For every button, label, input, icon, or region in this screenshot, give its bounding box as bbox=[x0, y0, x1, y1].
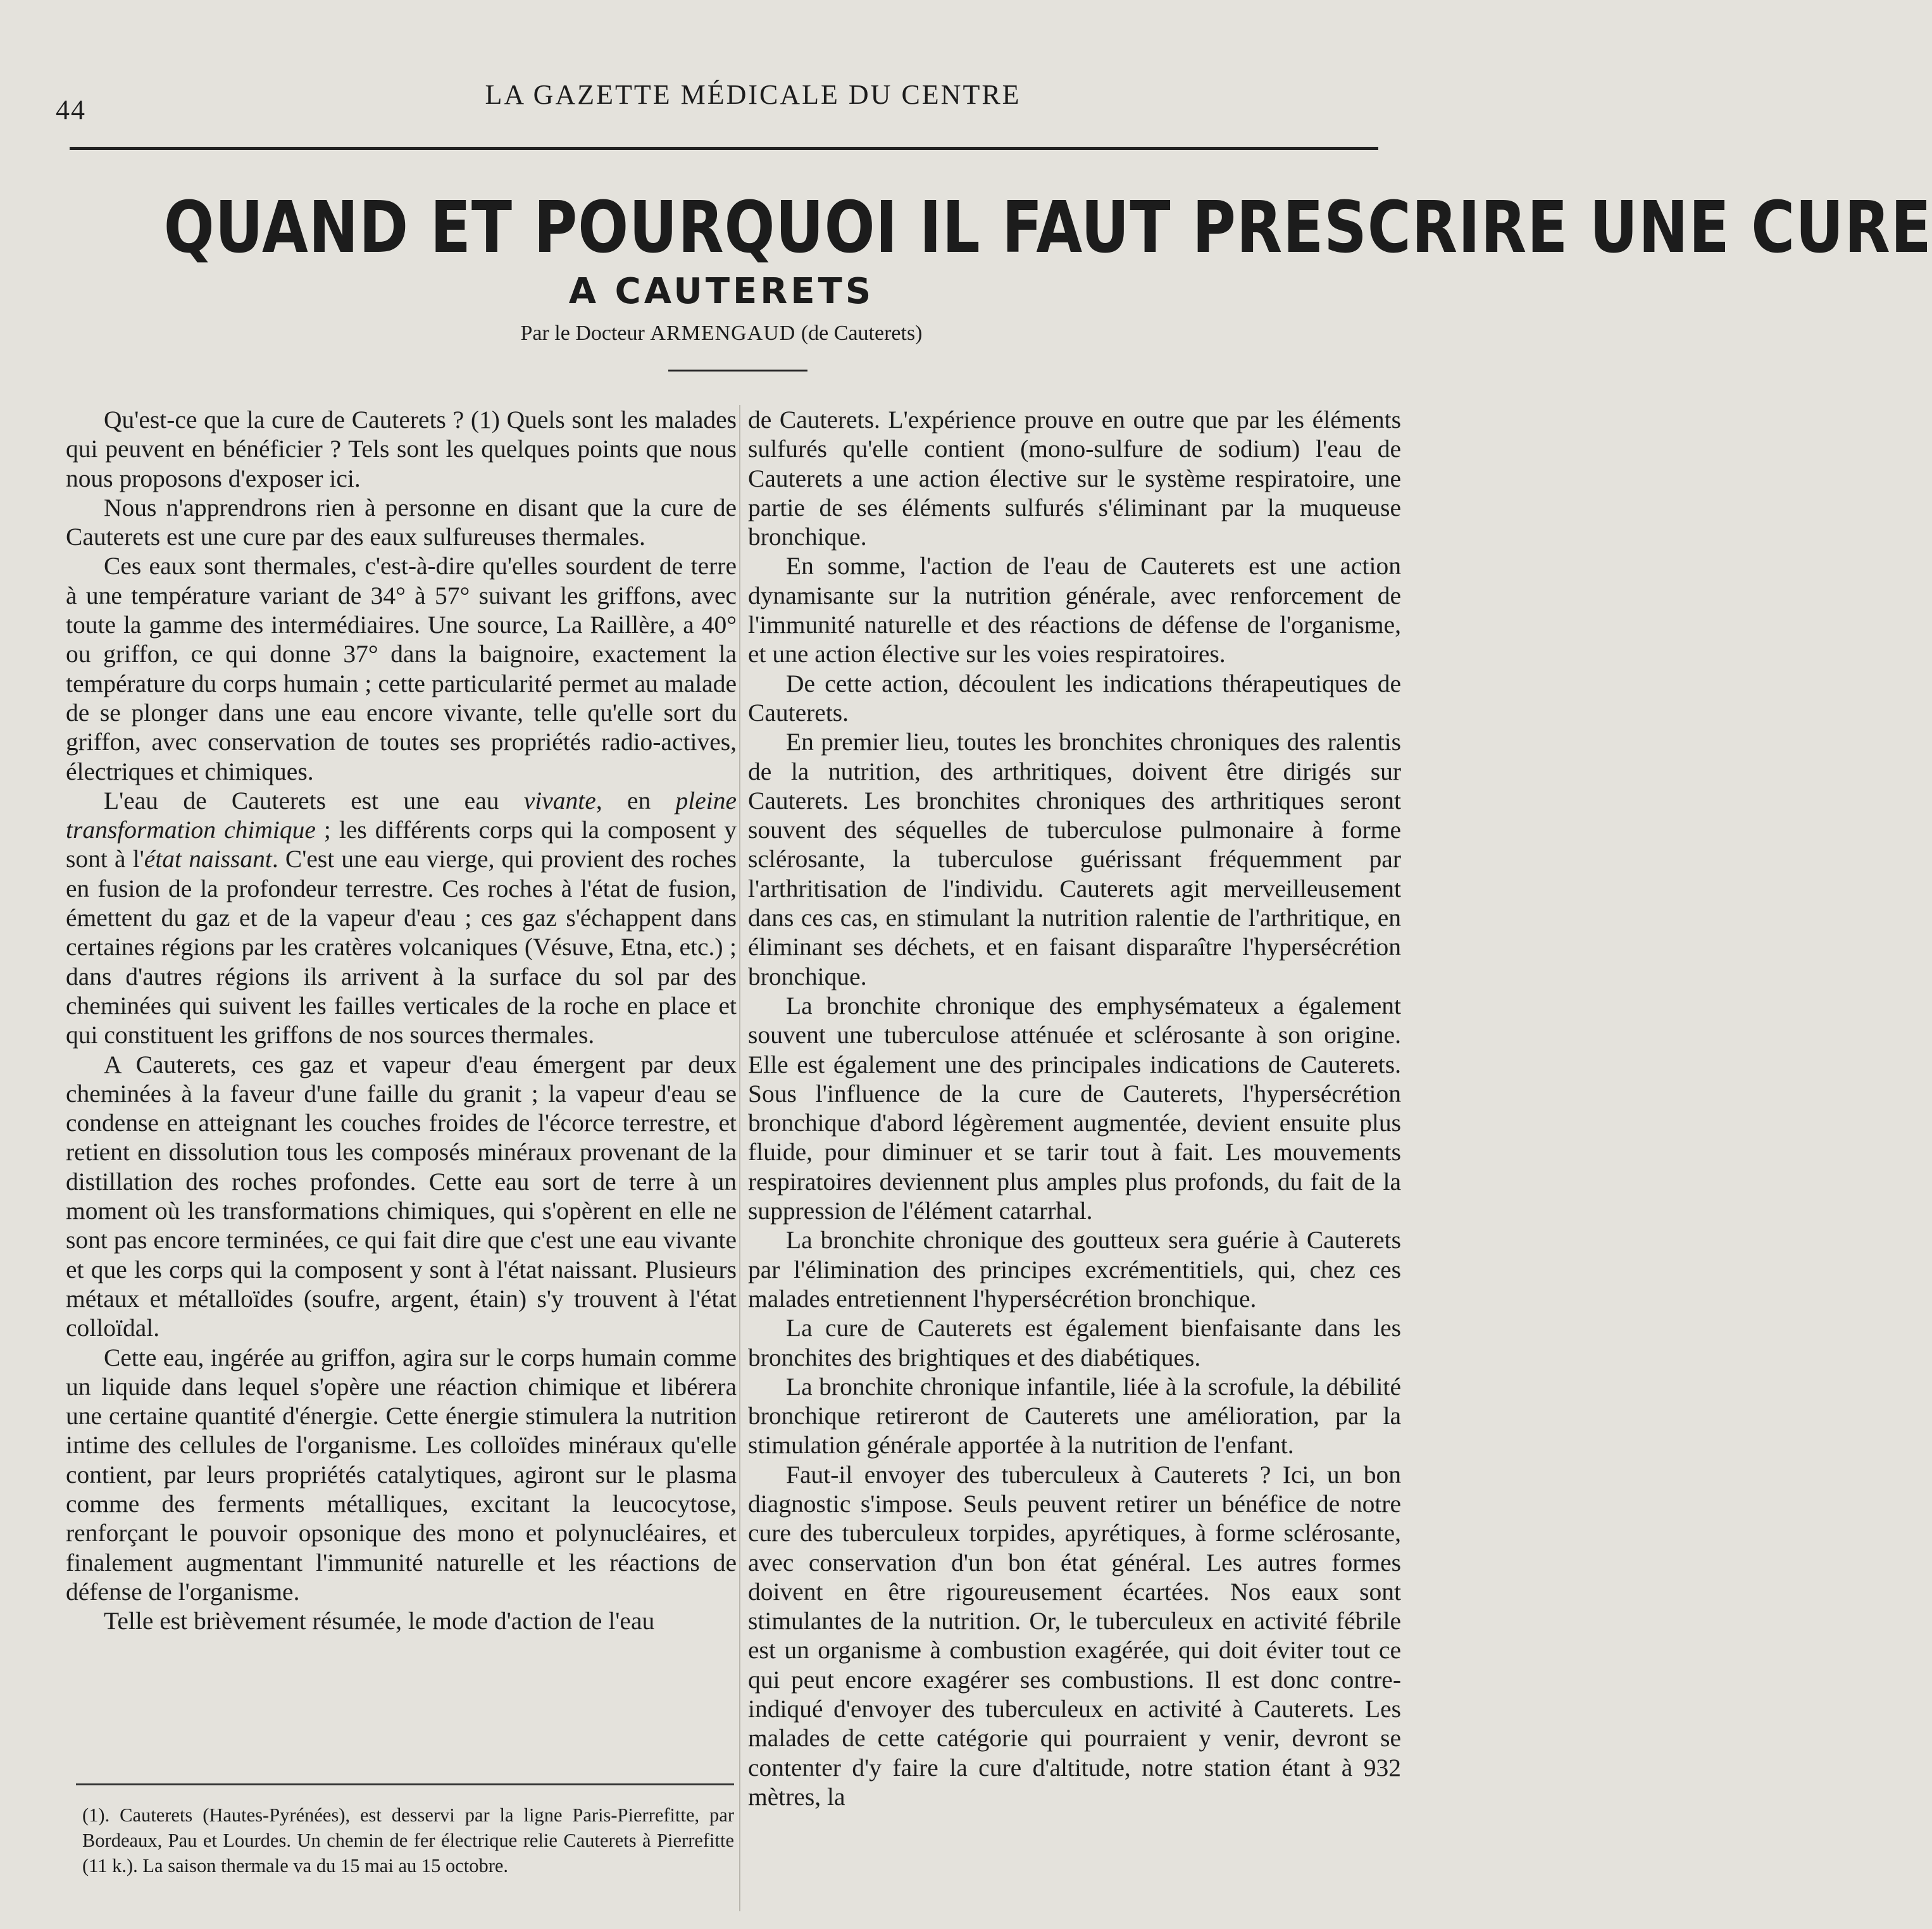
paragraph bbox=[66, 786, 737, 1050]
paragraph: Telle est brièvement résumée, le mode d'action de l'eau bbox=[104, 1607, 655, 1635]
footnote-rule bbox=[76, 1783, 734, 1785]
paragraph: Nous n'apprendrons rien à personne en disant que la cure de Cauterets est une cure par des eaux sulfureuses thermales. bbox=[66, 493, 737, 551]
author-location: (de Cauterets) bbox=[801, 322, 923, 345]
article-subtitle: A CAUTERETS bbox=[568, 271, 875, 312]
paragraph: En somme, l'action de l'eau de Cauterets est une action dynamisante sur la nutrition générale, avec renforcement de l'immunité naturelle et des réactions de défense de l'organisme, et une action élective sur les voies respiratoires. bbox=[748, 552, 1401, 668]
paragraph: La bronchite chronique des emphysémateux a également souvent une tuberculose atténuée et sclérosante à son origine. Elle est également une des principales indications de Cauterets. Sous l'influence de la cure de Cauterets, l'hypersécrétion bronchique d'abord légèrement augmentée, devient ensuite plus fluide, pour diminuer et se tarir tout à fait. Les mouvements respiratoires deviennent plus amples plus profonds, du fait de la suppression de l'élément catarrhal. bbox=[748, 991, 1401, 1225]
paragraph: Ces eaux sont thermales, c'est-à-dire qu'elles sourdent de terre à une température variant de 34° à 57° suivant les griffons, avec toute la gamme des intermédiaires. Une source, La Raillère, a 40° ou griffon, ce qui donne 37° dans la baignoire, exactement la température du corps humain ; cette particularité permet au malade de se plonger dans une eau encore vivante, telle qu'elle sort du griffon, avec conservation de toutes ses propriétés radio-actives, électriques et chimiques. bbox=[66, 552, 737, 785]
paragraph: de Cauterets. L'expérience prouve en outre que par les éléments sulfurés qu'elle contient (mono-sulfure de sodium) l'eau de Cauterets a une action élective sur le système respiratoire, une partie de ses éléments sulfurés s'éliminant par la muqueuse bronchique. bbox=[748, 406, 1401, 551]
title-rule bbox=[668, 370, 807, 371]
page-number: 44 bbox=[56, 94, 86, 125]
footnote: (1). Cauterets (Hautes-Pyrénées), est desservi par la ligne Paris-Pierrefitte, par Bordeaux, Pau et Lourdes. Un chemin de fer électrique relie Cauterets à Pierrefitte (11 k.). La saison thermale va du 15 mai au 15 octobre. bbox=[82, 1804, 734, 1876]
text-run: ; les différents corps qui la composent y sont à l' bbox=[66, 816, 737, 873]
paragraph: Cette eau, ingérée au griffon, agira sur le corps humain comme un liquide dans lequel s'opère une réaction chimique et libérera une certaine quantité d'énergie. Cette énergie stimulera la nutrition intime des cellules de l'organisme. Les colloïdes minéraux qu'elle contient, par leurs propriétés catalytiques, agiront sur le plasma comme des ferments métalliques, excitant la leucocytose, renforçant le pouvoir opsonique des mono et polynucléaires, et finalement augmentant l'immunité naturelle et les réactions de défense de l'organisme. bbox=[66, 1343, 737, 1606]
paragraph: La bronchite chronique des goutteux sera guérie à Cauterets par l'élimination des principes excrémentitiels, qui, chez ces malades entretiennent l'hypersécrétion bronchique. bbox=[748, 1226, 1401, 1313]
paragraph: La cure de Cauterets est également bienfaisante dans les bronchites des brightiques et des diabétiques. bbox=[748, 1314, 1401, 1371]
paragraph: En premier lieu, toutes les bronchites chroniques des ralentis de la nutrition, des arthritiques, doivent être dirigés sur Cauterets. Les bronchites chroniques des arthritiques seront souvent des séquelles de tuberculose pulmonaire à forme sclérosante, la tuberculose guérissant fréquemment par l'arthritisation de l'individu. Cauterets agit merveilleusement dans ces cas, en stimulant la nutrition ralentie de l'arthritique, en éliminant ses déchets, et en faisant disparaître l'hypersécrétion bronchique. bbox=[748, 728, 1401, 990]
byline-prefix: Par le Docteur bbox=[520, 322, 645, 345]
paragraph: Qu'est-ce que la cure de Cauterets ? (1) Quels sont les malades qui peuvent en bénéficier ? Tels sont les quelques points que nous nous proposons d'exposer ici. bbox=[66, 406, 737, 492]
byline bbox=[380, 322, 1063, 346]
emphasis: pleine transformation chimique bbox=[66, 786, 737, 844]
paragraph: A Cauterets, ces gaz et vapeur d'eau émergent par deux cheminées à la faveur d'une faille du granit ; la vapeur d'eau se condense en atteignant les couches froides de l'écorce terrestre, et retient en dissolution tous les composés minéraux provenant de la distillation des roches profondes. Cette eau sort de terre à un moment où les transformations chimiques, qui s'opèrent en elle ne sont pas encore terminées, ce qui fait dire que c'est une eau vivante et que les corps qui la composent y sont à l'état naissant. Plusieurs métaux et métalloïdes (soufre, argent, étain) s'y trouvent à l'état colloïdal. bbox=[66, 1050, 737, 1342]
text-run: , en bbox=[595, 786, 676, 815]
paragraph: La bronchite chronique infantile, liée à la scrofule, la débilité bronchique retireront de Cauterets une amélioration, par la stimulation générale apportée à la nutrition de l'enfant. bbox=[748, 1372, 1401, 1459]
column-divider bbox=[739, 405, 740, 1911]
emphasis: état naissant bbox=[144, 845, 272, 873]
right-column bbox=[748, 405, 1401, 1811]
article-title: QUAND ET POURQUOI IL FAUT PRESCRIRE UNE CURE bbox=[163, 187, 1932, 269]
left-column bbox=[66, 405, 737, 1635]
author-name: ARMENGAUD bbox=[650, 322, 796, 345]
paragraph: De cette action, découlent les indications thérapeutiques de Cauterets. bbox=[748, 669, 1401, 727]
journal-title: LA GAZETTE MÉDICALE DU CENTRE bbox=[485, 79, 1021, 110]
text-run: L'eau de Cauterets est une eau bbox=[104, 786, 524, 815]
emphasis: vivante bbox=[523, 786, 596, 815]
paragraph: Faut-il envoyer des tuberculeux à Cauterets ? Ici, un bon diagnostic s'impose. Seuls peuvent retirer un bénéfice de notre cure des tuberculeux torpides, apyrétiques, à forme sclérosante, avec conservation d'un bon état général. Les autres formes doivent en être rigoureusement écartées. Nos eaux sont stimulantes de la nutrition. Or, le tuberculeux en activité fébrile est un organisme à combustion exagérée, qui doit éviter tout ce qui peut encore exagérer ses combustions. Il est donc contre-indiqué d'envoyer des tuberculeux en activité à Cauterets. Les malades de cette catégorie qui pourraient y venir, devront se contenter d'y faire la cure d'altitude, notre station étant à 932 mètres, la bbox=[748, 1460, 1401, 1811]
text-run: . C'est une eau vierge, qui provient des roches en fusion de la profondeur terrestre. Ces roches à l'état de fusion, émettent du gaz et de la vapeur d'eau ; ces gaz s'échappent dans certaines régions par les cratères volcaniques (Vésuve, Etna, etc.) ; dans d'autres régions ils arrivent à la surface du sol par des cheminées qui suivent les failles verticales de la roche en place et qui constituent les griffons de nos sources thermales. bbox=[66, 845, 737, 1049]
header-rule bbox=[70, 147, 1378, 150]
